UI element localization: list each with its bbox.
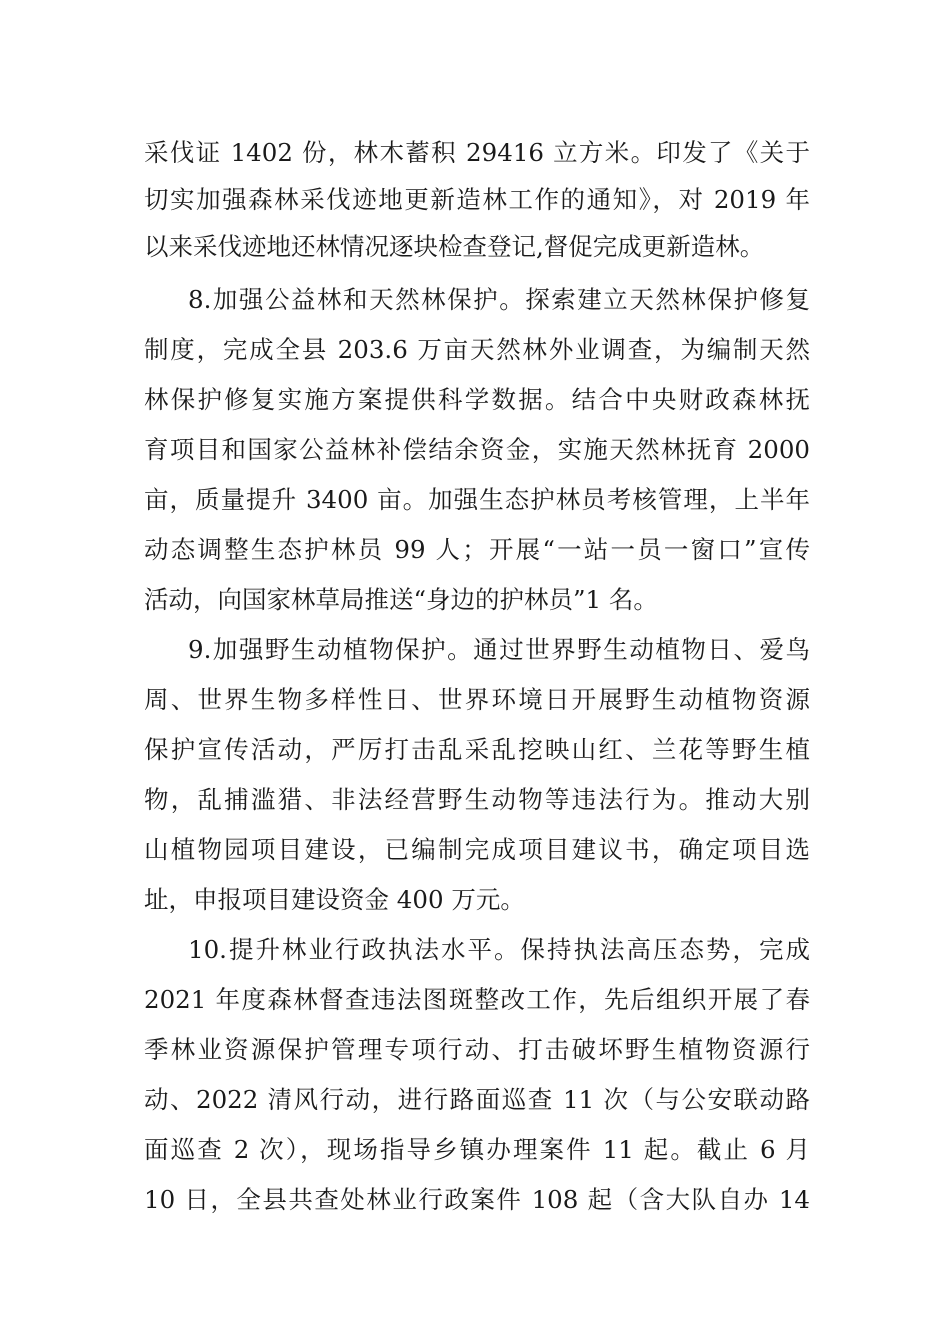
text-line: 育项目和国家公益林补偿结余资金，实施天然林抚育 2000: [144, 435, 810, 464]
text-line: 物，乱捕滥猎、非法经营野生动物等违法行为。推动大别: [144, 785, 810, 814]
text-line: 以来采伐迹地还林情况逐块检查登记,督促完成更新造林。: [144, 232, 765, 261]
text-line: 址，申报项目建设资金 400 万元。: [144, 885, 525, 914]
text-line: 林保护修复实施方案提供科学数据。结合中央财政森林抚: [144, 385, 810, 414]
section-heading-line: 9.加强野生动植物保护。通过世界野生动植物日、爱鸟: [188, 635, 810, 664]
text-line: 活动，向国家林草局推送“身边的护林员”1 名。: [144, 585, 658, 614]
section-heading-line: 10.提升林业行政执法水平。保持执法高压态势，完成: [188, 935, 810, 964]
text-line: 保护宣传活动，严厉打击乱采乱挖映山红、兰花等野生植: [144, 735, 810, 764]
text-line: 面巡查 2 次），现场指导乡镇办理案件 11 起。截止 6 月: [144, 1135, 810, 1164]
text-line: 切实加强森林采伐迹地更新造林工作的通知》，对 2019 年: [144, 185, 810, 214]
text-line: 采伐证 1402 份，林木蓄积 29416 立方米。印发了《关于: [144, 138, 810, 167]
text-line: 制度，完成全县 203.6 万亩天然林外业调查，为编制天然: [144, 335, 810, 364]
text-line: 山植物园项目建设，已编制完成项目建议书，确定项目选: [144, 835, 810, 864]
text-line: 季林业资源保护管理专项行动、打击破坏野生植物资源行: [144, 1035, 810, 1064]
text-line: 动态调整生态护林员 99 人；开展“一站一员一窗口”宣传: [144, 535, 810, 564]
text-line: 2021 年度森林督查违法图斑整改工作，先后组织开展了春: [144, 985, 810, 1014]
text-line: 亩，质量提升 3400 亩。加强生态护林员考核管理，上半年: [144, 485, 810, 514]
text-line: 动、2022 清风行动，进行路面巡查 11 次（与公安联动路: [144, 1085, 810, 1114]
section-heading-line: 8.加强公益林和天然林保护。探索建立天然林保护修复: [188, 285, 810, 314]
text-line: 周、世界生物多样性日、世界环境日开展野生动植物资源: [144, 685, 810, 714]
text-line: 10 日，全县共查处林业行政案件 108 起（含大队自办 14: [144, 1185, 810, 1214]
